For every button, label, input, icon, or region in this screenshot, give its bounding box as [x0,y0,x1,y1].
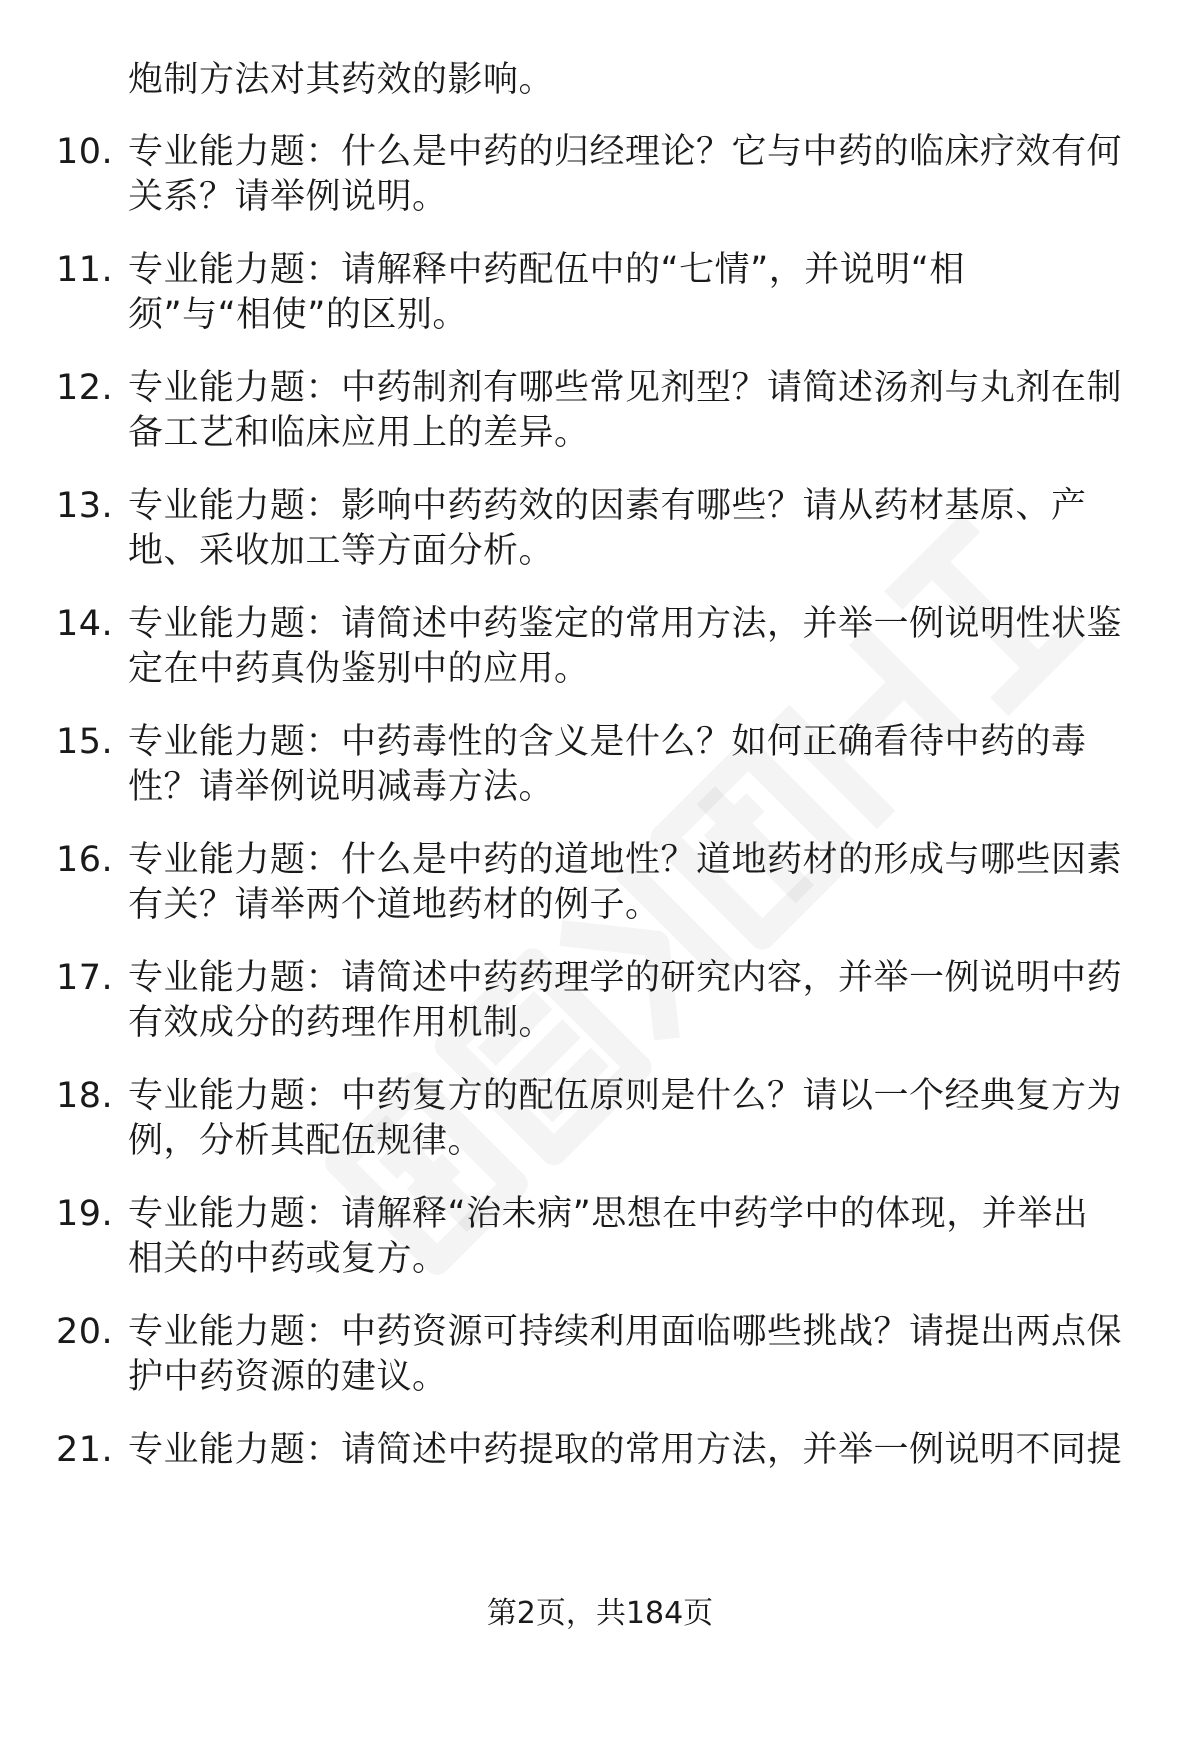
question-number: 14. [56,604,114,644]
question-text-line: 专业能力题：中药复方的配伍原则是什么？请以一个经典复方为 [128,1076,1123,1116]
question-number: 20. [56,1312,114,1352]
question-text-line: 有效成分的药理作用机制。 [128,1003,555,1043]
question-text-line: 定在中药真伪鉴别中的应用。 [128,649,590,689]
question-text-line: 专业能力题：影响中药药效的因素有哪些？请从药材基原、产 [128,486,1087,526]
question-text-line: 有关？请举两个道地药材的例子。 [128,885,661,925]
question-text-line: 护中药资源的建议。 [128,1357,448,1397]
question-number: 17. [56,958,114,998]
question-number: 15. [56,722,114,762]
question-text-line: 专业能力题：请解释中药配伍中的“七情”，并说明“相 [128,250,965,290]
question-number: 19. [56,1194,114,1234]
question-text-line: 专业能力题：中药毒性的含义是什么？如何正确看待中药的毒 [128,722,1087,762]
question-text-line: 专业能力题：请简述中药提取的常用方法，并举一例说明不同提 [128,1430,1123,1470]
question-text-line: 须”与“相使”的区别。 [128,295,468,335]
question-text-line: 专业能力题：请简述中药鉴定的常用方法，并举一例说明性状鉴 [128,604,1123,644]
page-number-label: 第2页，共184页 [486,1596,714,1631]
question-number: 16. [56,840,114,880]
question-text-line: 专业能力题：请简述中药药理学的研究内容，并举一例说明中药 [128,958,1123,998]
question-number: 21. [56,1430,114,1470]
question-text-line: 性？请举例说明减毒方法。 [128,767,555,807]
question-number: 10. [56,132,114,172]
question-text-line: 专业能力题：请解释“治未病”思想在中药学中的体现，并举出 [128,1194,1089,1234]
question-number: 12. [56,368,114,408]
continuation-line: 炮制方法对其药效的影响。 [128,60,555,100]
question-number: 18. [56,1076,114,1116]
question-text-line: 专业能力题：中药制剂有哪些常见剂型？请简述汤剂与丸剂在制 [128,368,1123,408]
question-text-line: 专业能力题：中药资源可持续利用面临哪些挑战？请提出两点保 [128,1312,1123,1352]
question-text-line: 专业能力题：什么是中药的道地性？道地药材的形成与哪些因素 [128,840,1123,880]
question-text-line: 例，分析其配伍规律。 [128,1121,484,1161]
question-number: 13. [56,486,114,526]
question-text-line: 专业能力题：什么是中药的归经理论？它与中药的临床疗效有何 [128,132,1123,172]
question-text-line: 相关的中药或复方。 [128,1239,448,1279]
question-text-line: 地、采收加工等方面分析。 [128,531,555,571]
question-number: 11. [56,250,114,290]
page-footer [0,1594,1200,1634]
question-text-line: 关系？请举例说明。 [128,177,448,217]
question-text-line: 备工艺和临床应用上的差异。 [128,413,590,453]
